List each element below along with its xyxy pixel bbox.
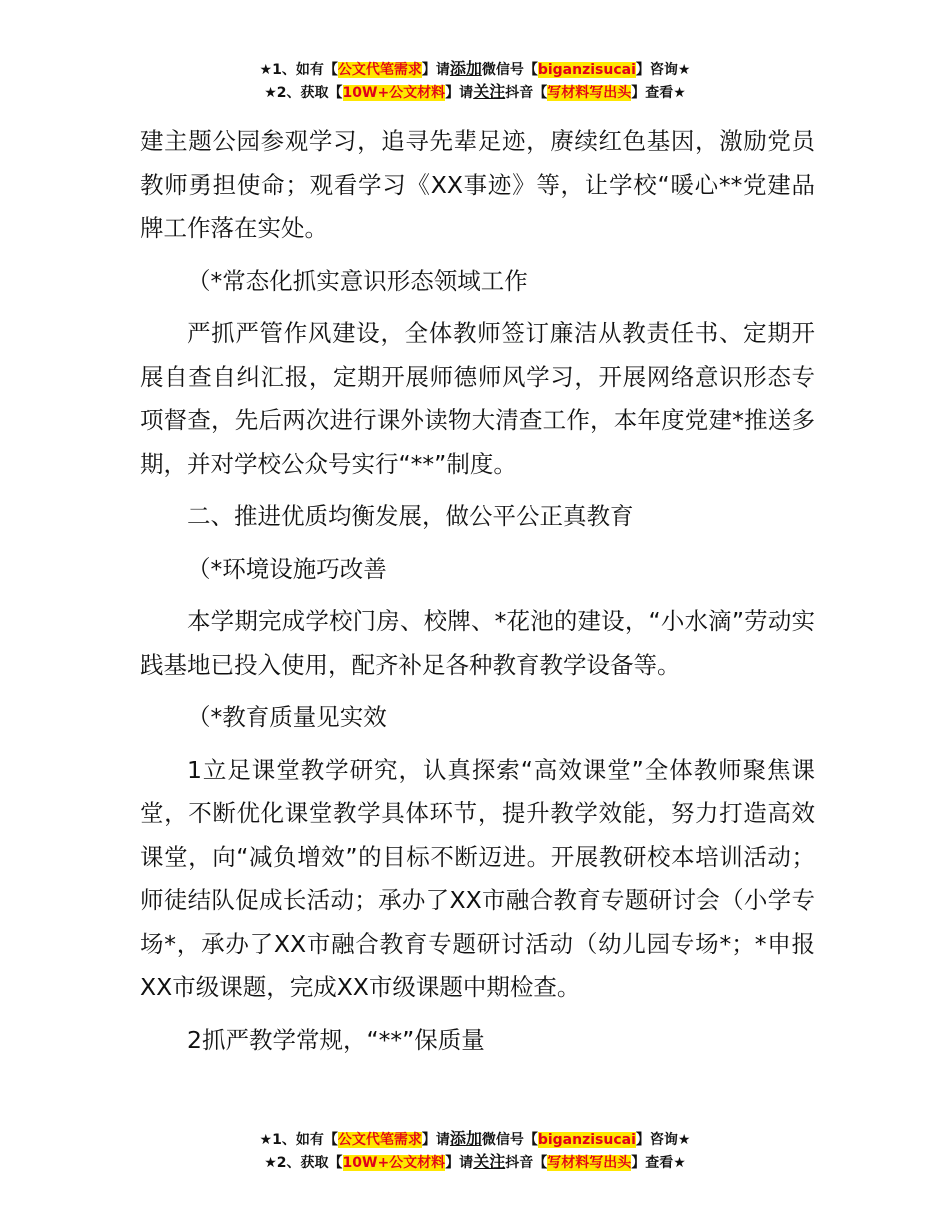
banner-text: 微信号【 xyxy=(481,1132,538,1148)
banner-text: ★1、如有【 xyxy=(259,62,338,78)
banner-highlight: biganzisucai xyxy=(537,62,636,78)
banner-highlight: 公文代笔需求 xyxy=(337,1132,422,1148)
banner-highlight: 10W+公文材料 xyxy=(342,1155,446,1171)
banner-text: ★1、如有【 xyxy=(259,1132,338,1148)
banner-text: 】查看★ xyxy=(631,1155,686,1171)
banner-text: ★2、获取【 xyxy=(264,85,343,101)
banner-underline: 添加 xyxy=(449,59,482,78)
section-heading: （*教育质量见实效 xyxy=(187,703,387,731)
banner-text: 】请 xyxy=(421,1132,450,1148)
section-heading: （*常态化抓实意识形态领域工作 xyxy=(187,266,528,295)
banner-line-1 xyxy=(0,1128,950,1151)
section-heading: 二、推进优质均衡发展，做公平公正真教育 xyxy=(187,502,634,530)
banner-line-1 xyxy=(0,58,950,81)
section-heading: 2抓严教学常规，“**”保质量 xyxy=(187,1025,485,1054)
paragraph: 严抓严管作风建设，全体教师签订廉洁从教责任书、定期开展自查自纠汇报，定期开展师德师风学习，开展网络意识形态专项督查，先后两次进行课外读物大清查工作，本年度党建*推送多期，并对学校公众号实行“**”制度。 xyxy=(140,319,815,478)
banner-text: 】咨询★ xyxy=(635,62,691,78)
paragraph: 建主题公园参观学习，追寻先辈足迹，赓续红色基因，激励党员教师勇担使命；观看学习《XX事迹》等，让学校“暖心**党建品牌工作落在实处。 xyxy=(140,127,815,242)
footer-banner xyxy=(0,1128,950,1174)
banner-underline: 关注 xyxy=(473,1152,506,1171)
banner-highlight: 公文代笔需求 xyxy=(337,62,422,78)
banner-text: 微信号【 xyxy=(481,62,538,78)
banner-underline: 关注 xyxy=(473,82,506,101)
banner-text: 抖音【 xyxy=(505,1155,548,1171)
banner-text: 】查看★ xyxy=(631,85,686,101)
banner-text: 】请 xyxy=(421,62,450,78)
banner-text: 】请 xyxy=(445,85,474,101)
document-body xyxy=(140,120,815,1071)
banner-highlight: 写材料写出头 xyxy=(547,1155,632,1171)
banner-text: 】请 xyxy=(445,1155,474,1171)
banner-highlight: 写材料写出头 xyxy=(547,85,632,101)
banner-underline: 添加 xyxy=(449,1129,482,1148)
banner-text: ★2、获取【 xyxy=(264,1155,343,1171)
banner-highlight: biganzisucai xyxy=(537,1132,636,1148)
banner-line-2 xyxy=(0,1151,950,1174)
banner-highlight: 10W+公文材料 xyxy=(342,85,446,101)
header-banner xyxy=(0,58,950,104)
banner-text: 】咨询★ xyxy=(635,1132,691,1148)
banner-text: 抖音【 xyxy=(505,85,548,101)
banner-line-2 xyxy=(0,81,950,104)
section-heading: （*环境设施巧改善 xyxy=(187,554,387,583)
paragraph: 1立足课堂教学研究，认真探索“高效课堂”全体教师聚焦课堂，不断优化课堂教学具体环节，提升教学效能，努力打造高效课堂，向“减负增效”的目标不断迈进。开展教研校本培训活动；师徒结队促成长活动；承办了XX市融合教育专题研讨会（小学专场*，承办了XX市融合教育专题研讨活动（幼儿园专场*；*申报XX市级课题，完成XX市级课题中期检查。 xyxy=(140,755,815,1001)
paragraph: 本学期完成学校门房、校牌、*花池的建设，“小水滴”劳动实践基地已投入使用，配齐补足各种教育教学设备等。 xyxy=(140,607,815,679)
